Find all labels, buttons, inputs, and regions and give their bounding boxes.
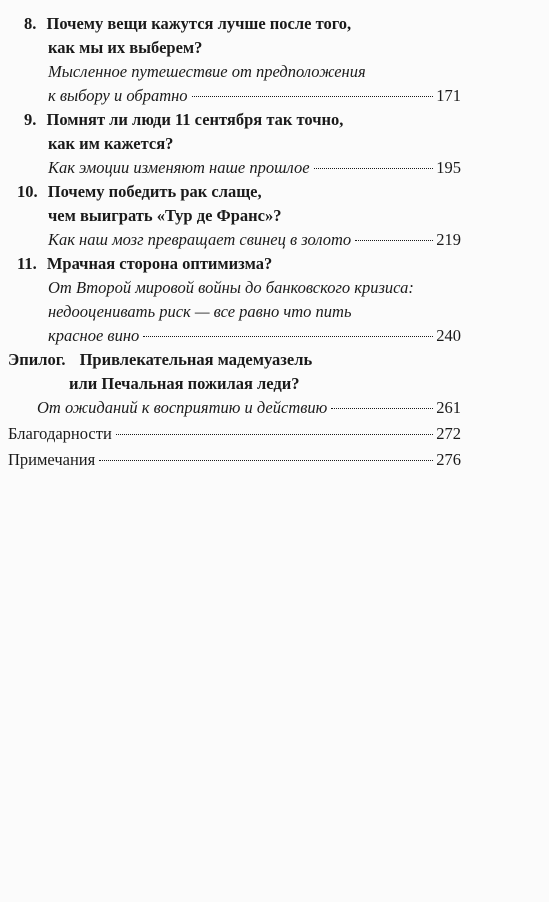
entry-subtitle: красное вино xyxy=(48,326,140,345)
entry-title-cont: как мы их выберем? xyxy=(48,38,203,57)
dot-leader xyxy=(355,240,433,241)
entry-subtitle: Мысленное путешествие от предположения xyxy=(48,62,366,81)
toc-entry-acknowledgements xyxy=(8,424,461,444)
entry-leader xyxy=(48,326,461,346)
entry-subtitle: к выбору и обратно xyxy=(48,86,188,105)
page-number: 219 xyxy=(436,230,461,249)
entry-leader xyxy=(48,158,461,178)
entry-subtitle: Как эмоции изменяют наше прошлое xyxy=(48,158,310,177)
entry-title: Почему вещи кажутся лучше после того, xyxy=(46,14,352,33)
entry-title: Благодарности xyxy=(8,424,112,443)
entry-leader xyxy=(48,230,461,250)
dot-leader xyxy=(99,460,433,461)
entry-subtitle: От ожиданий к восприятию и действию xyxy=(37,398,328,417)
entry-subtitle: недооценивать риск — все равно что пить xyxy=(48,302,352,321)
entry-title-cont: чем выиграть «Тур де Франс»? xyxy=(48,206,282,225)
dot-leader xyxy=(143,336,433,337)
dot-leader xyxy=(314,168,434,169)
entry-leader xyxy=(48,86,461,106)
entry-title-cont: как им кажется? xyxy=(48,134,174,153)
entry-title: Мрачная сторона оптимизма? xyxy=(46,254,273,273)
page-number: 272 xyxy=(436,424,461,443)
entry-title: Почему победить рак слаще, xyxy=(47,182,262,201)
entry-number: 8. xyxy=(24,14,37,33)
entry-title: Помнят ли люди 11 сентября так точно, xyxy=(46,110,344,129)
epilogue-label: Эпилог. xyxy=(8,350,66,369)
entry-number: 10. xyxy=(17,182,38,201)
entry-subtitle: Как наш мозг превращает свинец в золото xyxy=(48,230,352,249)
dot-leader xyxy=(116,434,433,435)
page-number: 240 xyxy=(436,326,461,345)
page-number: 276 xyxy=(436,450,461,469)
entry-title: Примечания xyxy=(8,450,96,469)
dot-leader xyxy=(331,408,433,409)
entry-leader xyxy=(37,398,461,418)
entry-title-cont: или Печальная пожилая леди? xyxy=(69,374,300,393)
page-number: 261 xyxy=(436,398,461,417)
entry-number: 9. xyxy=(24,110,37,129)
entry-title: Привлекательная мадемуазель xyxy=(79,350,313,369)
entry-subtitle: От Второй мировой войны до банковского кризиса: xyxy=(48,278,414,297)
dot-leader xyxy=(192,96,434,97)
page-number: 195 xyxy=(436,158,461,177)
toc-entry-notes xyxy=(8,450,461,470)
entry-number: 11. xyxy=(17,254,37,273)
page-number: 171 xyxy=(436,86,461,105)
